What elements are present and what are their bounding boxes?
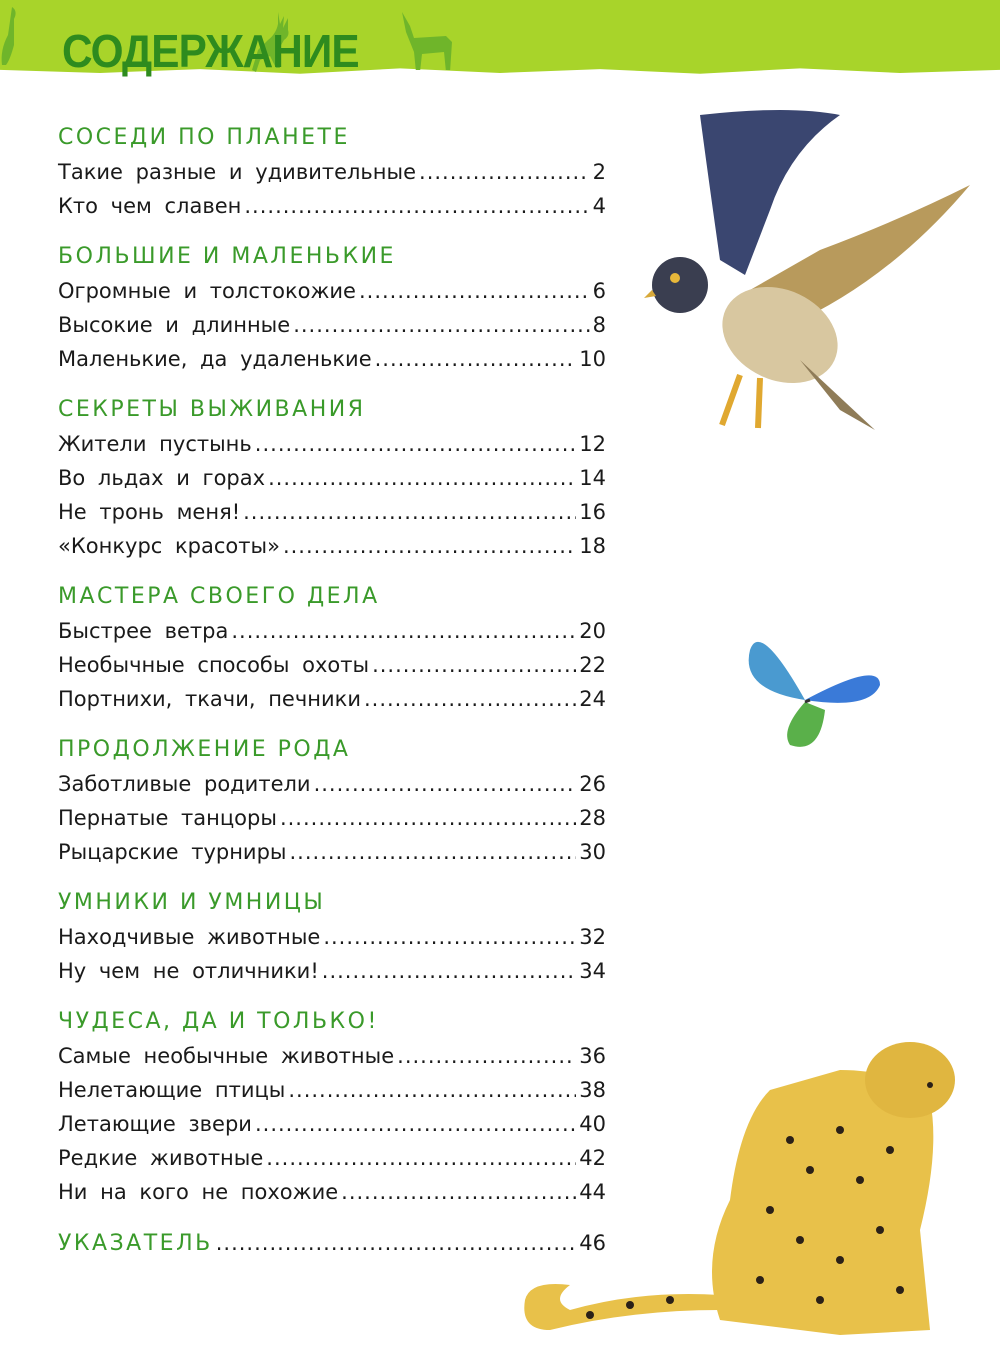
toc-entry[interactable]	[58, 274, 606, 308]
dot-leader	[283, 529, 576, 563]
dot-leader	[231, 614, 576, 648]
entry-title: Жители пустынь	[58, 432, 252, 456]
entry-page: 38	[579, 1078, 606, 1102]
entry-page: 12	[579, 432, 606, 456]
entry-page: 10	[579, 347, 606, 371]
entry-page: 26	[579, 772, 606, 796]
zebra-silhouette-icon	[400, 8, 455, 70]
entry-title: Ну чем не отличники!	[58, 959, 319, 983]
entry-title: Редкие животные	[58, 1146, 264, 1170]
dot-leader	[419, 155, 590, 189]
entry-title: Нелетающие птицы	[58, 1078, 286, 1102]
entry-page: 30	[579, 840, 606, 864]
toc-section	[58, 886, 606, 988]
toc-section	[58, 393, 606, 563]
dot-leader	[359, 274, 590, 308]
entry-title: Ни на кого не похожие	[58, 1180, 339, 1204]
toc-entry[interactable]	[58, 801, 606, 835]
toc-section	[58, 580, 606, 716]
entry-page: 34	[579, 959, 606, 983]
entry-page: 2	[592, 160, 606, 184]
falcon-illustration	[640, 110, 980, 470]
toc-section	[58, 733, 606, 869]
entry-title: Такие разные и удивительные	[58, 160, 417, 184]
toc-entry[interactable]	[58, 767, 606, 801]
entry-title: Быстрее ветра	[58, 619, 229, 643]
entry-title: Самые необычные животные	[58, 1044, 395, 1068]
dot-leader	[255, 427, 576, 461]
entry-title: Заботливые родители	[58, 772, 311, 796]
entry-page: 42	[579, 1146, 606, 1170]
toc-entry[interactable]	[58, 342, 606, 376]
entry-page: 32	[579, 925, 606, 949]
entry-title: Находчивые животные	[58, 925, 321, 949]
toc-entry[interactable]	[58, 189, 606, 223]
entry-title: Летающие звери	[58, 1112, 252, 1136]
section-heading: МАСТЕРА СВОЕГО ДЕЛА	[58, 584, 380, 609]
toc-entry[interactable]	[58, 682, 606, 716]
toc-entry[interactable]	[58, 427, 606, 461]
entry-title: Высокие и длинные	[58, 313, 291, 337]
peacock-silhouette-icon	[0, 5, 20, 70]
toc-entry[interactable]	[58, 308, 606, 342]
entry-page: 28	[579, 806, 606, 830]
butterfly-illustration	[740, 630, 885, 755]
entry-title: Рыцарские турниры	[58, 840, 287, 864]
toc-entry[interactable]	[58, 461, 606, 495]
entry-title: Пернатые танцоры	[58, 806, 277, 830]
toc-entry[interactable]	[58, 835, 606, 869]
dot-leader	[280, 801, 576, 835]
section-heading: ПРОДОЛЖЕНИЕ РОДА	[58, 737, 351, 762]
toc-entry[interactable]	[58, 954, 606, 988]
entry-title: Не тронь меня!	[58, 500, 241, 524]
entry-page: 16	[579, 500, 606, 524]
entry-title: Маленькие, да удаленькие	[58, 347, 372, 371]
dot-leader	[372, 648, 576, 682]
dot-leader	[375, 342, 577, 376]
entry-title: Необычные способы охоты	[58, 653, 370, 677]
entry-page: 8	[592, 313, 606, 337]
section-heading: ЧУДЕСА, ДА И ТОЛЬКО!	[58, 1009, 379, 1034]
section-heading: БОЛЬШИЕ И МАЛЕНЬКИЕ	[58, 244, 396, 269]
dot-leader	[290, 835, 577, 869]
dot-leader	[268, 461, 576, 495]
toc-entry[interactable]	[58, 614, 606, 648]
entry-page: 46	[579, 1231, 606, 1255]
section-heading: СЕКРЕТЫ ВЫЖИВАНИЯ	[58, 397, 366, 422]
entry-page: 44	[579, 1180, 606, 1204]
cheetah-illustration	[510, 1030, 970, 1350]
entry-title: Огромные и толстокожие	[58, 279, 356, 303]
entry-page: 40	[579, 1112, 606, 1136]
toc-entry[interactable]	[58, 529, 606, 563]
entry-page: 18	[579, 534, 606, 558]
entry-page: 24	[579, 687, 606, 711]
dot-leader	[293, 308, 589, 342]
toc-entry[interactable]	[58, 495, 606, 529]
dot-leader	[243, 495, 576, 529]
entry-page: 4	[592, 194, 606, 218]
entry-title: Портнихи, ткачи, печники	[58, 687, 361, 711]
dot-leader	[244, 189, 589, 223]
entry-title: «Конкурс красоты»	[58, 534, 280, 558]
toc-entry[interactable]	[58, 155, 606, 189]
section-heading: СОСЕДИ ПО ПЛАНЕТЕ	[58, 125, 350, 150]
entry-page: 14	[579, 466, 606, 490]
toc-section	[58, 121, 606, 223]
entry-page: 22	[579, 653, 606, 677]
entry-page: 6	[592, 279, 606, 303]
dot-leader	[364, 682, 576, 716]
toc-section	[58, 240, 606, 376]
dot-leader	[323, 920, 576, 954]
entry-title: Во льдах и горах	[58, 466, 266, 490]
dot-leader	[322, 954, 577, 988]
page-title: СОДЕРЖАНИЕ	[62, 25, 359, 77]
entry-page: 36	[579, 1044, 606, 1068]
entry-title: УКАЗАТЕЛЬ	[58, 1231, 213, 1256]
toc-entry[interactable]	[58, 920, 606, 954]
dot-leader	[314, 767, 577, 801]
entry-title: Кто чем славен	[58, 194, 242, 218]
entry-page: 20	[579, 619, 606, 643]
section-heading: УМНИКИ И УМНИЦЫ	[58, 890, 326, 915]
toc-entry[interactable]	[58, 648, 606, 682]
